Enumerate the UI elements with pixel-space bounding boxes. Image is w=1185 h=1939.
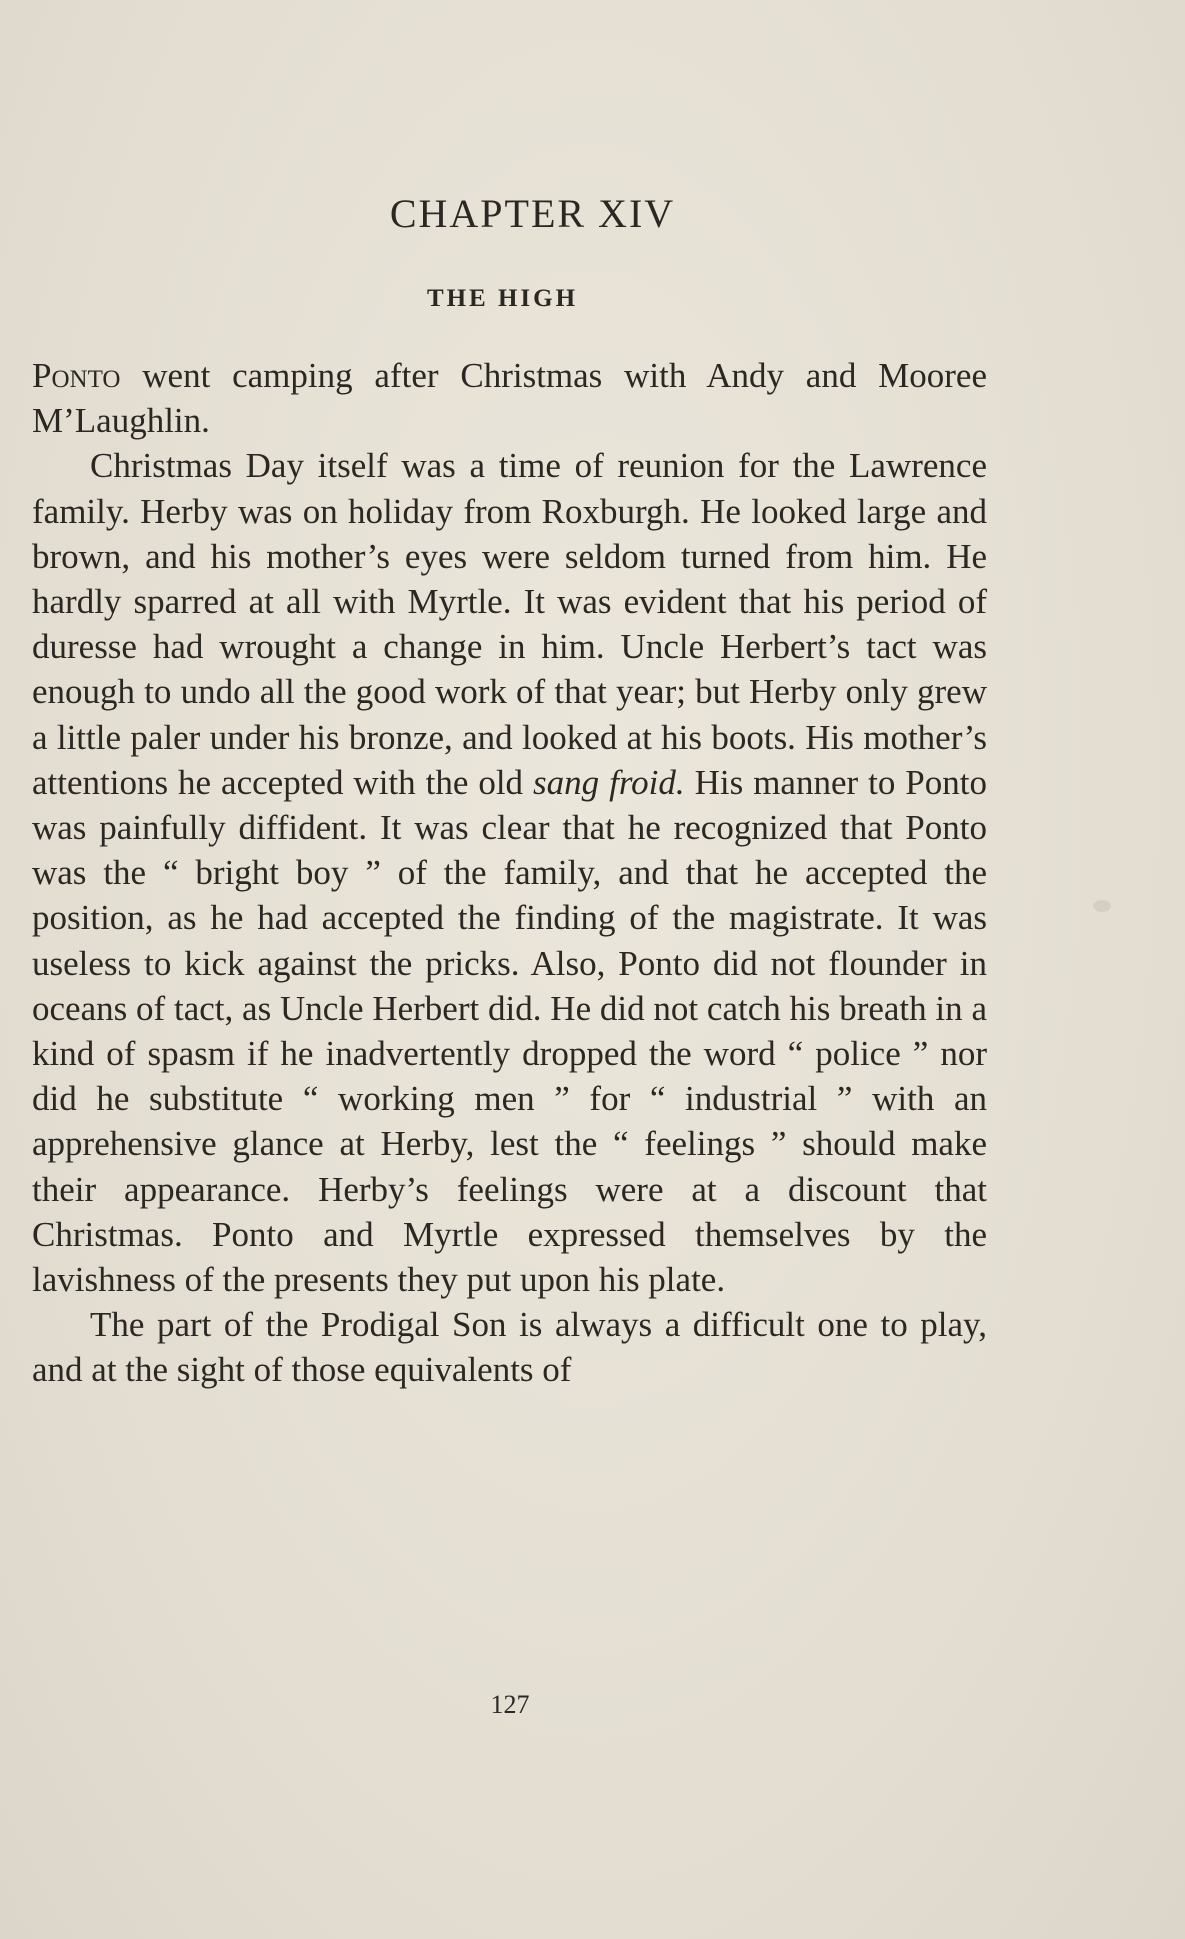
chapter-subtitle	[0, 285, 1185, 313]
paragraph-2-italic: sang froid.	[533, 762, 685, 802]
chapter-heading	[0, 190, 1185, 237]
opening-word: Ponto	[32, 356, 121, 395]
page-number-text: 127	[490, 1690, 530, 1719]
paragraph-3	[32, 1302, 987, 1392]
chapter-heading-text: CHAPTER XIV	[389, 191, 676, 236]
paragraph-1	[32, 353, 987, 443]
paragraph-2	[32, 443, 987, 1302]
paragraph-3-text: The part of the Prodigal Son is always a difficult one to play, and at the sight of those equivalents of	[32, 1305, 987, 1390]
chapter-subtitle-text: THE HIGH	[426, 285, 579, 312]
paragraph-2-text-a: Christmas Day itself was a time of reunion for the Lawrence family. Herby was on holiday from Roxburgh. He looked large and brown, and his mother’s eyes were seldom turned from him. He hardly sparred at all with Myrtle. It was evident that his period of duresse had wrought a change in him. Uncle Herbert’s tact was enough to undo all the good work of that year; but Herby only grew a little paler under his bronze, and looked at his boots. His mother’s attentions he accepted with the old	[32, 446, 987, 802]
page-number	[0, 1690, 1185, 1720]
body-text	[32, 353, 987, 1393]
paragraph-2-text-b: His manner to Ponto was painfully diffident. It was clear that he recognized that Ponto was the “ bright boy ” of the family, and that he accepted the position, as he had accepted the finding of the magistrate. It was useless to kick against the pricks. Also, Ponto did not flounder in oceans of tact, as Uncle Herbert did. He did not catch his breath in a kind of spasm if he inadvertently dropped the word “ police ” nor did he substitute “ working men ” for “ industrial ” with an apprehensive glance at Herby, lest the “ feelings ” should make their appearance. Herby’s feelings were at a discount that Christmas. Ponto and Myrtle expressed themselves by the lavishness of the presents they put upon his plate.	[32, 762, 987, 1300]
paper-speck	[1093, 900, 1111, 912]
paragraph-1-text: went camping after Christmas with Andy and Mooree M’Laughlin.	[32, 356, 987, 441]
